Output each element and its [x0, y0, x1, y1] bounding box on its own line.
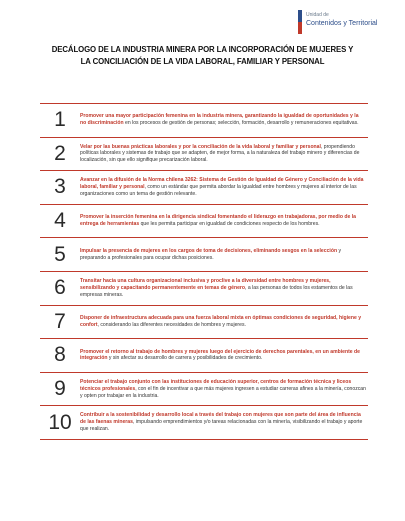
- item-rest: en los procesos de gestión de personas; selección, formación, desarrollo y remuneraciones equitativas.: [123, 120, 359, 127]
- title-line-2: LA CONCILIACIÓN DE LA VIDA LABORAL, FAMILIAR Y PERSONAL: [80, 57, 325, 66]
- item-highlight: Transitar hacia una cultura organizacional inclusiva y proclive a la diversidad entre hombres y mujeres, sensibilizando y capacitando permanentemente en temas de género: [80, 277, 331, 291]
- item-highlight: Potenciar el trabajo conjunto con las instituciones de educación superior, centros de formación técnica y liceos técnicos profesionales: [80, 378, 352, 392]
- item-text: [80, 177, 368, 198]
- item-rest: y sin afectar su desarrollo de carrera y posibilidades de crecimiento.: [107, 355, 263, 362]
- item-rest: que les permita participar en igualdad de condiciones respecto de los hombres.: [139, 221, 320, 228]
- item-number: 7: [54, 309, 66, 333]
- item-highlight: Avanzar en la difusión de la Norma chilena 3262: Sistema de Gestión de Igualdad de Género y Conciliación de la vida laboral, familiar y personal: [80, 177, 364, 191]
- item-text: [80, 144, 368, 165]
- item-number: 4: [54, 209, 66, 233]
- item-text: [80, 248, 368, 262]
- list-item: [40, 272, 368, 306]
- item-number: 2: [54, 141, 66, 165]
- item-highlight: Promover una mayor participación femenina en la industria minera, garantizando la igualdad de oportunidades y la no discriminación: [80, 113, 359, 127]
- item-highlight: Promover el retorno al trabajo de hombres y mujeres luego del ejercicio de derechos parentales, en un ambiente de integración: [80, 348, 360, 362]
- item-rest: , considerando las diferentes necesidades de hombres y mujeres.: [97, 321, 246, 328]
- item-number: 5: [54, 242, 66, 266]
- item-highlight: Disponer de infraestructura adecuada para una fuerza laboral mixta en óptimas condiciones de seguridad, higiene y confort: [80, 314, 362, 328]
- list-item: [40, 406, 368, 440]
- page-title: [20, 44, 385, 68]
- item-highlight: Promover la inserción femenina en la dirigencia sindical fomentando el liderazgo en trabajadoras, por medio de la entrega de herramientas: [80, 214, 356, 228]
- item-number: 3: [54, 175, 66, 199]
- list-item: [40, 138, 368, 172]
- logo-line-2: Contenidos y Territorial: [306, 20, 378, 27]
- title-line-1: DECÁLOGO DE LA INDUSTRIA MINERA POR LA INCORPORACIÓN DE MUJERES Y: [51, 45, 354, 54]
- item-rest: , a las personas de todos los estamentos de las empresas mineras.: [80, 284, 353, 298]
- item-rest: , propendiendo políticas laborales y sistemas de trabajo que se adapten, de mejor forma, a la naturaleza del trabajo minero y diferencias de localización, sin que ello signifique precarización laboral.: [80, 143, 360, 164]
- item-text: [80, 412, 368, 433]
- item-text: [80, 315, 368, 329]
- item-text: [80, 379, 368, 400]
- item-highlight: Velar por las buenas prácticas laborales y por la conciliación de la vida laboral y familiar y personal: [80, 143, 321, 150]
- list-item: [40, 104, 368, 138]
- item-text: [80, 113, 368, 127]
- item-text: [80, 214, 368, 228]
- item-text: [80, 349, 368, 363]
- item-number: 9: [54, 377, 66, 401]
- item-highlight: Impulsar la presencia de mujeres en los cargos de toma de decisiones, eliminando sesgos en la selección: [80, 247, 338, 254]
- ministry-logo: [298, 10, 384, 36]
- list-item: [40, 306, 368, 340]
- decalogue-list: [40, 103, 368, 440]
- list-item: [40, 205, 368, 239]
- item-highlight: Contribuir a la sostenibilidad y desarrollo local a través del trabajo con mujeres que son parte del área de influencia de las faenas mineras: [80, 412, 361, 426]
- item-rest: , impulsando emprendimientos y/o tareas relacionadas con la minería, visibilizando el trabajo y aporte que realizan.: [80, 419, 363, 433]
- item-rest: , como un estándar que permita abordar la igualdad entre hombres y mujeres al interior de las organizaciones como un tema de gestión relevante.: [80, 184, 357, 197]
- item-text: [80, 278, 368, 299]
- item-rest: , con el fin de incentivar a que más mujeres ingresen a estudiar carreras afines a la minería, conozcan y opten por trabajar en la industria.: [80, 385, 366, 399]
- item-rest: y preparando a profesionales para ocupar dichas posiciones.: [80, 247, 342, 261]
- item-number: 1: [54, 108, 66, 132]
- list-item: [40, 373, 368, 407]
- item-number: 6: [54, 276, 66, 300]
- list-item: [40, 238, 368, 272]
- item-number: 10: [48, 410, 72, 434]
- list-item: [40, 171, 368, 205]
- logo-line-1: Unidad de: [306, 12, 329, 18]
- item-number: 8: [54, 343, 66, 367]
- flag-bars-icon: [298, 10, 302, 34]
- list-item: [40, 339, 368, 373]
